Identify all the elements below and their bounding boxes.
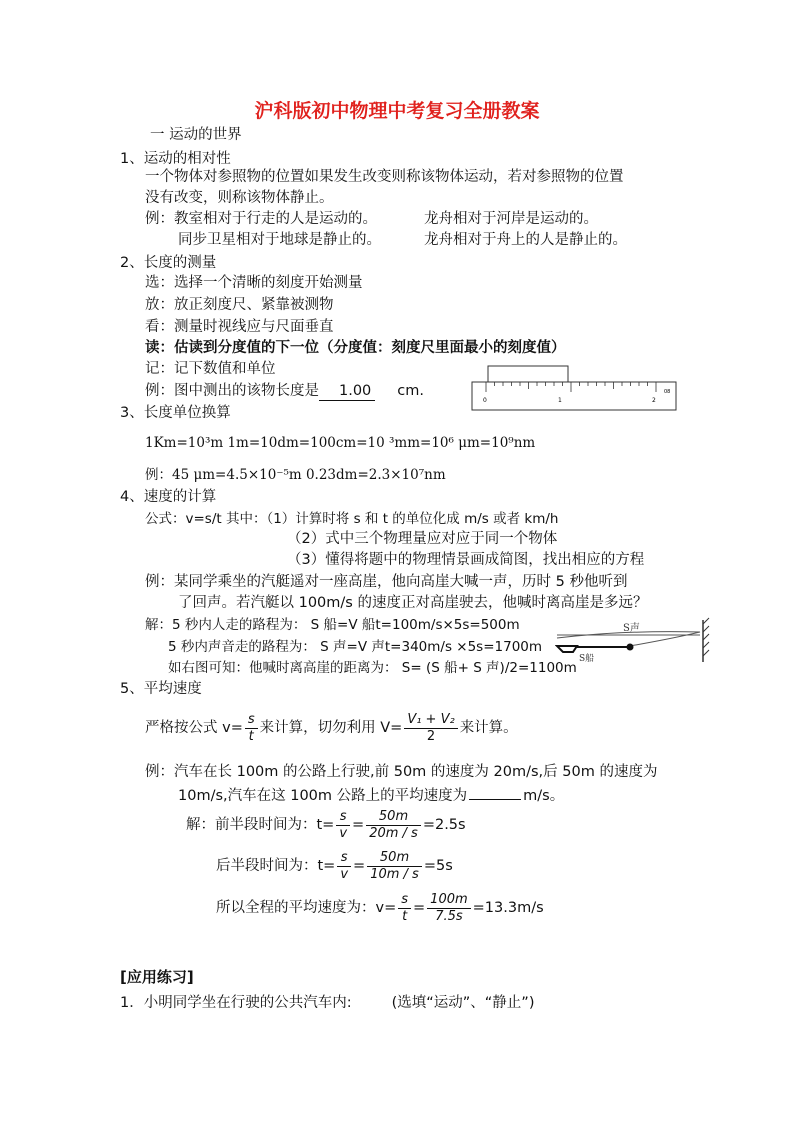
practice-heading: [应用练习] [120,968,194,986]
solution-text: 解：前半段时间为：t= [186,817,335,833]
numerator: 50m [367,850,422,867]
example-line: 龙舟相对于河岸是运动的。 [424,211,598,227]
unit-text: cm. [397,383,425,399]
denominator: v [340,866,349,882]
denominator: t [248,728,254,744]
example-line [145,382,424,401]
denominator: 10m / s [370,866,419,882]
result-text: =5s [423,858,453,874]
conversion-line: 1Km=10³m 1m=10dm=100cm=10 ³mm=10⁶ μm=10⁹nm [145,435,536,451]
fraction [367,850,422,883]
rule-text: 来计算，切勿利用 V= [259,720,403,736]
fraction [336,809,350,842]
fraction [427,892,470,925]
rule-line: 记：记下数值和单位 [145,361,276,377]
solution-line: 如右图可知：他喊时离高崖的距离为： S= (S 船+ S 声)/2=1100m [168,660,577,676]
question-line [120,994,534,1012]
tick-label-1: 1 [558,397,562,404]
heading-speed: 4、速度的计算 [120,489,217,505]
solution-line: 解：前半段时间为：t= $\frac{s}{v}$ = $\frac{50m}{20m / s}$ =2.5s [186,808,466,841]
solution-line: 后半段时间为：t= $\frac{s}{v}$ = $\frac{50m}{10m / s}$ =5s [216,849,453,882]
denominator: v [339,825,348,841]
echo-figure [555,614,715,666]
example-line: 同步卫星相对于地球是静止的。 [178,232,381,248]
page-title: 沪科版初中物理中考复习全册教案 [254,100,540,122]
fraction [366,809,421,842]
numerator: s [337,850,351,867]
result-text: =2.5s [422,817,466,833]
example-line: 例：某同学乘坐的汽艇遥对一座高崖，他向高崖大喊一声，历时 5 秒他听到 [145,574,628,590]
fraction-s-over-t [245,712,258,745]
denominator: 7.5s [435,908,463,924]
solution-line: 所以全程的平均速度为：v= $\frac{s}{t}$ = $\frac{100m}{7.5s}$ =13.3m/s [216,891,544,924]
unit-text: m/s。 [523,788,565,804]
boat-shape [557,646,577,652]
numerator: V₁ + V₂ [404,712,457,729]
solution-line: 5 秒内声音走的路程为： S 声=V 声t=340m/s ×5s=1700m [168,639,543,655]
tick-label-unit: 08 [664,389,671,395]
numerator: s [245,712,258,729]
paragraph-line: 没有改变，则称该物体静止。 [145,190,334,206]
ruler-ticks [486,382,656,392]
rule-line: 看：测量时视线应与尺面垂直 [145,319,334,335]
numerator: s [398,892,411,909]
answer-value: 1.00 [319,382,375,401]
cliff-hatch [703,618,709,656]
solution-text: 所以全程的平均速度为：v= [216,900,397,916]
ruler-figure [470,364,680,414]
heading-unit-conversion: 3、长度单位换算 [120,405,231,421]
example-line: 了回声。若汽艇以 100m/s 的速度正对高崖驶去，他喊时离高崖是多远？ [178,595,648,611]
solution-text: 后半段时间为：t= [216,858,336,874]
numerator: s [336,809,350,826]
solution-line: 解：5 秒内人走的路程为： S 船=V 船t=100m/s×5s=500m [145,617,520,633]
conversion-example: 例：45 μm=4.5×10⁻⁵m 0.23dm=2.3×10⁷nm [145,467,446,483]
tick-label-0: 0 [483,397,487,404]
fraction-average [404,712,457,745]
heading-average-speed: 5、平均速度 [120,681,202,697]
example-text: 10m/s,汽车在这 100m 公路上的平均速度为 [178,788,468,804]
tick-label-2: 2 [652,397,656,404]
position-dot [627,644,634,651]
section-heading: 一 运动的世界 [150,127,242,143]
rule-text: 严格按公式 v= [145,720,243,736]
denominator: 20m / s [369,825,418,841]
example-line: 龙舟相对于舟上的人是静止的。 [424,232,627,248]
numerator: 50m [366,809,421,826]
note-line: （3）懂得将题中的物理情景画成简图，找出相应的方程 [287,552,645,568]
example-text: 例：图中测出的该物长度是 [145,383,319,399]
question-hint: (选填“运动”、“静止”) [391,995,535,1011]
rule-line: 选：选择一个清晰的刻度开始测量 [145,275,363,291]
rule-text: 来计算。 [459,720,518,736]
rule-line [145,708,518,748]
denominator: t [402,908,408,924]
rule-line-bold: 读：估读到分度值的下一位（分度值：刻度尺里面最小的刻度值） [145,340,566,356]
label-boat-distance: S船 [579,654,595,664]
heading-length-measurement: 2、长度的测量 [120,255,217,271]
example-line: 例：教室相对于行走的人是运动的。 [145,211,377,227]
denominator: 2 [426,728,436,744]
note-line: （2）式中三个物理量应对应于同一个物体 [287,531,558,547]
result-text: =13.3m/s [472,900,544,916]
example-line: 例：汽车在长 100m 的公路上行驶,前 50m 的速度为 20m/s,后 50m 的速度为 [145,764,658,780]
measured-object [488,366,568,382]
ruler-body [472,382,676,410]
label-sound-distance: S声 [623,623,640,634]
answer-blank [469,785,521,800]
formula-line: 公式：v=s/t 其中：（1）计算时将 s 和 t 的单位化成 m/s 或者 km/h [145,511,559,527]
rule-line: 放：放正刻度尺、紧靠被测物 [145,297,334,313]
numerator: 100m [427,892,470,909]
question-text: 1．小明同学坐在行驶的公共汽车内: [120,995,352,1011]
heading-relative-motion: 1、运动的相对性 [120,151,231,167]
fraction [398,892,411,925]
paragraph-line: 一个物体对参照物的位置如果发生改变则称该物体运动，若对参照物的位置 [145,169,624,185]
example-line [178,785,564,805]
fraction [337,850,351,883]
